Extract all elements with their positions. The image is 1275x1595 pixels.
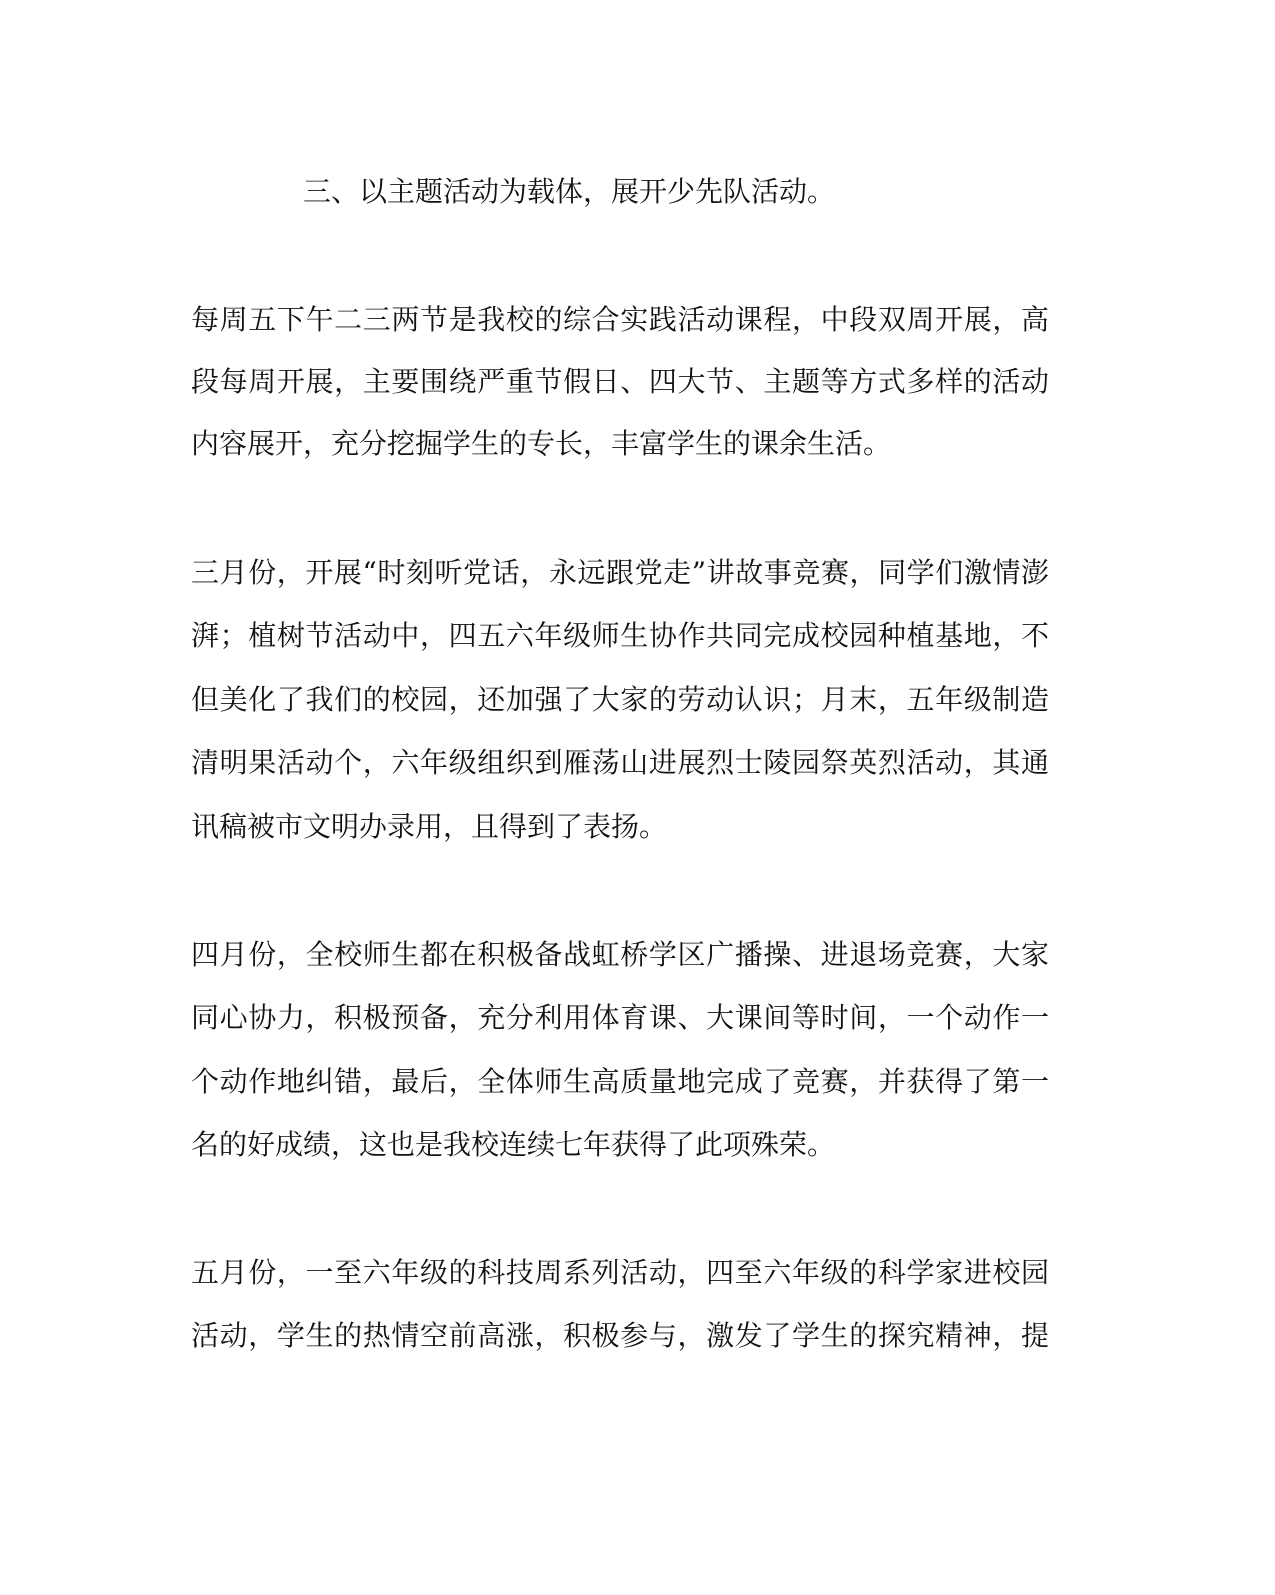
paragraph-3-line-4: 名的好成绩，这也是我校连续七年获得了此项殊荣。 — [191, 1128, 836, 1161]
paragraph-3-line-1: 四月份，全校师生都在积极备战虹桥学区广播操、进退场竞赛，大家 — [191, 938, 1049, 971]
paragraph-4-line-1: 五月份，一至六年级的科技周系列活动，四至六年级的科学家进校园 — [191, 1256, 1049, 1289]
paragraph-2-line-3: 但美化了我们的校园，还加强了大家的劳动认识；月末，五年级制造 — [191, 683, 1049, 716]
paragraph-2-line-2: 湃；植树节活动中，四五六年级师生协作共同完成校园种植基地，不 — [191, 619, 1049, 652]
paragraph-3-line-3: 个动作地纠错，最后，全体师生高质量地完成了竞赛，并获得了第一 — [191, 1065, 1049, 1098]
paragraph-1-line-3: 内容展开，充分挖掘学生的专长，丰富学生的课余生活。 — [191, 427, 892, 460]
paragraph-3-line-2: 同心协力，积极预备，充分利用体育课、大课间等时间，一个动作一 — [191, 1001, 1049, 1034]
paragraph-1-line-1: 每周五下午二三两节是我校的综合实践活动课程，中段双周开展，高 — [191, 303, 1049, 336]
paragraph-2-line-5: 讯稿被市文明办录用，且得到了表扬。 — [191, 810, 668, 843]
paragraph-2-line-1: 三月份，开展“时刻听党话，永远跟党走”讲故事竞赛，同学们激情澎 — [191, 556, 1049, 589]
paragraph-4-line-2: 活动，学生的热情空前高涨，积极参与，激发了学生的探究精神，提 — [191, 1319, 1049, 1352]
paragraph-1-line-2: 段每周开展，主要围绕严重节假日、四大节、主题等方式多样的活动 — [191, 365, 1049, 398]
paragraph-2-line-4: 清明果活动个，六年级组织到雁荡山进展烈士陵园祭英烈活动，其通 — [191, 746, 1049, 779]
section-heading: 三、以主题活动为载体，展开少先队活动。 — [303, 175, 836, 208]
